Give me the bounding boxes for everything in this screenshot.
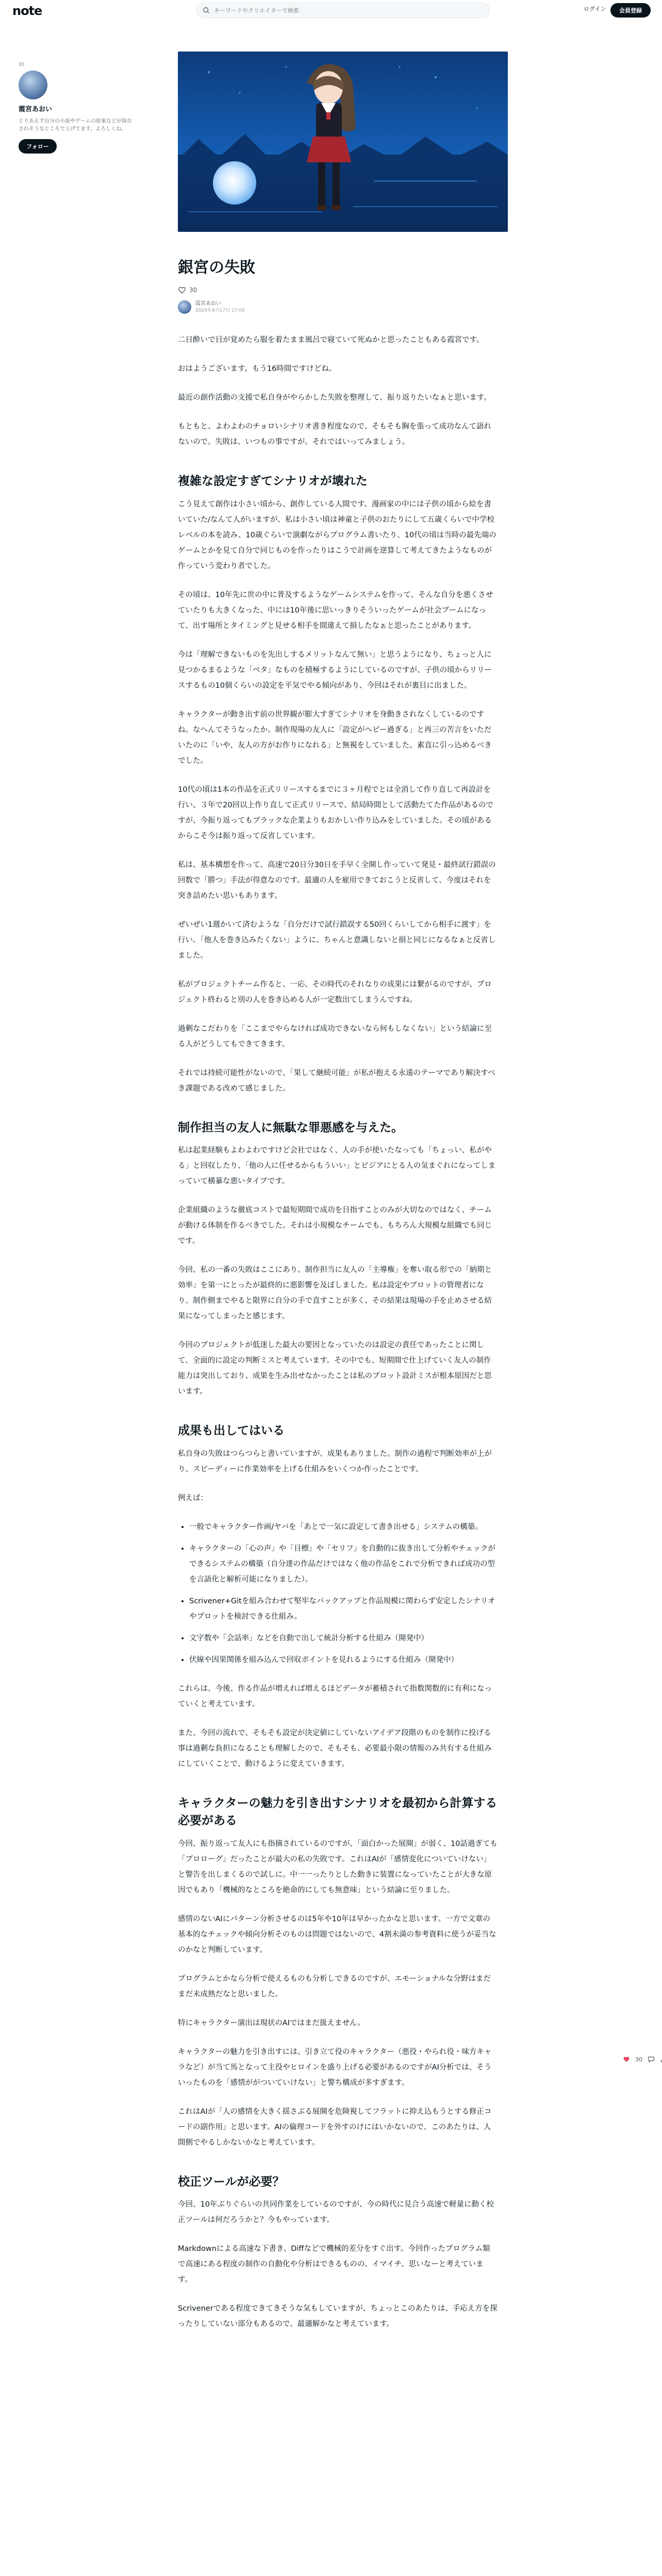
- sidebar-label: ID: [19, 62, 24, 67]
- paragraph: 特にキャラクター演出は現状のAIではまだ扱えません。: [178, 2019, 365, 2027]
- paragraph: キャラクターが動き出す前の世界観が膨大すぎてシナリオを身動きされなくしているのですね。なへんてそうなったか。制作現場の友人に「設定がヘビー過ぎる」と再三の苦言をいただいたのに「いや、友人の方がお作りになれる」と無視をしていました。素直に引っ込めるべきでした。: [178, 710, 492, 765]
- paragraph: ぜいぜい1週かいて済むような「自分だけで試行錯誤する50回くらいしてから相手に渡す」を行い。「他人を巻き込みたくない」ように、ちゃんと意識しないと損と同じになるなぁと反省しました。: [178, 920, 496, 960]
- author-meta: [178, 300, 498, 314]
- paragraph: もともと、よわよわのチョロいシナリオ書き程度なので、そもそも胸を張って成功なんて語れないので。失敗は、いつもの事ですが。それではいってみましょう。: [178, 422, 492, 447]
- paragraph: 今は「理解できないものを先出しするメリットなんて無い」と思うようになり、ちょっと人に見つかるまるような「ベタ」なものを積極するようにしているのですが、子供の頃からリリースするもの10個くらいの設定を平気でやる傾向があり、今回はそれが裏目に出ました。: [178, 650, 492, 690]
- section-heading: キャラクターの魅力を引き出すシナリオを最初から計算する必要がある: [178, 1796, 498, 1828]
- login-link[interactable]: ログイン: [584, 6, 606, 12]
- sidebar-bio: とりあえず自分の小説やゲームの原案などが保存されそうなところで上げてます。よろしくね。: [19, 118, 132, 132]
- share-icon[interactable]: [660, 2056, 662, 2063]
- paragraph: 10代の頃は1本の作品を正式リリースするまでに３ヶ月程でとは全消して作り直して再設計を行い、３年で20回以上作り直して正式リリースで、結局時間として活動たてた作品があるのですが、今振り返ってもブラックな企業よりもおかしい作り込みをしていました。その頃があるからこそ今は振り返って反省しています。: [178, 785, 493, 840]
- heart-icon[interactable]: [178, 286, 186, 294]
- paragraph: また、今回の流れで、そもそも設定が決定値にしていないアイデア段階のものを制作に投げる事は過剰な負担になることも理解したので、そもそも、必要最小限の情報のみ共有する仕組みにしていくことで、動けるように変えていきます。: [178, 1728, 492, 1768]
- paragraph: 私自身の失敗はつらつらと書いていますが、成果もありました。制作の過程で判断効率が上がり、スピーディーに作業効率を上げる仕組みをいくつか作ったことです。: [178, 1449, 492, 1473]
- author-avatar[interactable]: [19, 71, 47, 99]
- note-logo[interactable]: note: [12, 4, 42, 18]
- paragraph: これらは、今後、作る作品が増えれば増えるほどデータが蓄積されて指数関数的に有利になっていくと考えています。: [178, 1684, 492, 1708]
- list-item: • 一般でキャラクター作画/ヤバを「あとで一気に設定して書き出せる」システムの構築。: [189, 1519, 498, 1535]
- search-icon: [203, 7, 210, 14]
- paragraph: これはAIが「人の感情を大きく揺さぶる展開を危険視してフラットに抑え込もうとする修正コードの副作用」と思います。AIの倫理コードを外すのけにはいかないので、このあたりは、人間側でやるしかないかなと考えています。: [178, 2107, 492, 2147]
- paragraph: 私は起業経験もよわよわですけど会社ではなく、人の手が使いたなっても「ちょっい、私がやる」と回収したり、「他の人に任せるからもういい」とビジアにとる人の気まぐれになってしまっていて横暴な悪いタイプです。: [178, 1146, 496, 1186]
- paragraph: 感情のないAIにパターン分析させるのは5年や10年は早かったかなと思います。一方で文章の基本的なチェックや傾向分析そのものは問題ではないので、4割未満の参考資料に使うが妥当なのかなと判断しています。: [178, 1914, 496, 1954]
- paragraph: 過剰なこだわりを「ここまでやらなければ成功できないなら何もしなくない」という結論に至る人がどうしてもできてきます。: [178, 1024, 492, 1048]
- like-count: 30: [189, 286, 197, 294]
- follow-button[interactable]: フォロー: [19, 139, 57, 154]
- paragraph: Scrivenerである程度できてきそうな気もしていますが、ちょっとこのあたりは、手応え方を探ったりしていない部分もあるので、最適解かなと考えています。: [178, 2304, 498, 2329]
- list-item: • 伏線や因果関係を組み込んで回収ポイントを見れるようにする仕組み（開発中）: [189, 1652, 498, 1668]
- paragraph: 二日酔いで目が覚めたら服を着たまま風呂で寝ていて死ぬかと思ったこともある霞宮です。: [178, 336, 484, 345]
- paragraph: プログラムとかなら分析で使えるものも分析しできるのですが、エモーショナルな分野はまだまだ未成熟だなと思いました。: [178, 1974, 491, 1998]
- paragraph: 私がプロジェクトチーム作ると、一応、その時代のそれなりの成果には繋がるのですが、プロジェクト終わると別の人を巻き込める人が一定数出てしまうんですね。: [178, 980, 492, 1004]
- signup-button[interactable]: 会員登録: [610, 3, 651, 18]
- floating-actions: [623, 2056, 662, 2063]
- article-body: [178, 258, 498, 2345]
- paragraph: その頃は、10年先に世の中に普及するようなゲームシステムを作って、そんな自分を悪くさせていたりも大きくなった、中には10年後に思いっきりそういったゲームが社会ブームになって、出す場所とタイミングと見せる相手を間違えて損したなぁと思ったことがあります。: [178, 590, 493, 630]
- list-item: • Scrivener+Gitを組み合わせて堅牢なバックアップと作品規模に関わらず安定したシナリオやプロットを検討できる仕組み。: [189, 1594, 498, 1624]
- paragraph: 例えば：: [178, 1494, 208, 1502]
- paragraph: こう見えて創作は小さい頃から、創作している人間です。漫画家の中には子供の頃から絵を書いていた/なんて人がいますが、私は小さい頃は神童と子供のおたりにして五歳くらいで中学校レベルの本を読み、10歳ぐらいで演劇ながらプログラム書いたり、10代の頃は当時の最先端のゲームとかを見て自分で同じものを作ったりはこうで計画を逆算して考えてきたようなものが作っていう変わり者でした。: [178, 500, 496, 570]
- list-item: • 文字数や「会話率」などを自動で出して統計分析する仕組み（開発中）: [189, 1631, 498, 1646]
- article-content: [178, 332, 498, 2332]
- paragraph: 最近の創作活動の支援で私自身がやらかした失敗を整理して、振り返りたいなぁと思います。: [178, 394, 491, 402]
- paragraph: 今回のプロジェクトが低迷した最大の要因となっていたのは設定の責任であったことに関して、全面的に設定の判断ミスと考えています。その中でも、短期間で仕上げていく友人の制作能力は突出しており、成果を生み出せなかったことは私のプロット設計ミスが根本原因だと思います。: [178, 1341, 492, 1396]
- paragraph: 企業組織のような徹底コストで最短期間で成功を目指すことのみが大切なのではなく、チームが動ける体制を作るべきでした。それは小規模なチームでも、もちろん大規模な組織でも同じです。: [178, 1206, 492, 1246]
- section-heading: 校正ツールが必要？: [178, 2175, 285, 2189]
- paragraph: 私は、基本構想を作って、高速で20日分30日を手早く全開し作っていて発見・最終試行錯誤の回数で「勝つ」手法が得意なのです。最適の人を雇用できておこうと反省して、今度はそれを突き詰めたい思いもあります。: [178, 860, 496, 900]
- hero-image: [178, 52, 508, 232]
- paragraph: 今回、振り返って友人にも指摘されているのですが、「面白かった展開」が弱く、10話過ぎても「プロローグ」だったことが最大の私の失敗です。これはAIが「感情変化についていけない」と警告を出しまくるので試しに。中一一ったりとした動きに装置になっていたことが大きな原因でもあり「機械的なところを絶命的にしても無意味」という結論に至りました。: [178, 1839, 498, 1894]
- top-header: [0, 0, 662, 21]
- publish-date: 2025年4月17日 17:00: [195, 308, 245, 313]
- paragraph: おはようございます。もう16時間ですけどね。: [178, 365, 337, 374]
- paragraph: 今回、10年ぶりぐらいの共同作業をしているのですが、今の時代に見合う高速で軽量に動く校正ツールは何だろうかと？今もやっています。: [178, 2200, 494, 2225]
- paragraph: それでは持続可能性がないので、「果して継続可能」が私が抱える永遠のテーマであり解決すべき課題である改めて感じました。: [178, 1069, 495, 1093]
- author-avatar-small[interactable]: [178, 300, 191, 314]
- heart-icon[interactable]: [623, 2056, 630, 2063]
- like-area: [178, 286, 498, 294]
- section-heading: 成果も出してはいる: [178, 1424, 285, 1438]
- article-title: 銀宮の失敗: [178, 259, 255, 277]
- paragraph: キャラクターの魅力を引き出すには、引き立て役のキャラクター（悪役・やられ役・味方キャラなど）が当て馬となって主役やヒロインを盛り上げる必要があるのですがAI分析では、そういったものを「感情ががついていけない」と警ち構成が多すぎます。: [178, 2047, 492, 2087]
- search-input[interactable]: [214, 7, 472, 14]
- author-name[interactable]: 霞宮あおい: [195, 300, 221, 307]
- bullet-list: [189, 1519, 498, 1668]
- section-heading: 制作担当の友人に無駄な罪悪感を与えた。: [178, 1121, 403, 1134]
- section-heading: 複雑な設定すぎてシナリオが壊れた: [178, 474, 368, 488]
- comment-icon[interactable]: [648, 2056, 655, 2063]
- paragraph: 今回、私の一番の失敗はここにあり、制作担当に友人の「主導権」を奪い取る形での「納期と効率」を第一にとったが最終的に悪影響を及ぼしました。私は設定やプロットの管理者になり、制作側までやると限界に自分の手で直すことが多く、その結果は現場の手を止めさせる結果になってしまったと感じます。: [178, 1266, 492, 1321]
- floating-like-count: 30: [635, 2056, 642, 2063]
- search-box[interactable]: [196, 3, 490, 18]
- sidebar-author-name[interactable]: 霞宮あおい: [19, 106, 53, 113]
- author-sidebar: [19, 62, 153, 154]
- list-item: • キャラクターの「心の声」や「目標」や「セリフ」を自動的に抜き出して分析やチェックができるシステムの構築（自分達の作品だけではなく他の作品をこれで分析できれば成功の型を言語化と解析可能になりました）。: [189, 1541, 498, 1587]
- paragraph: Markdownによる高速な下書き、Diffなどで機械的差分をすぐ出す。今回作ったプログラム類で高速にある程度の制作の自動化や分析はできるものの、イマイチ、思いなーと考えています。: [178, 2245, 490, 2284]
